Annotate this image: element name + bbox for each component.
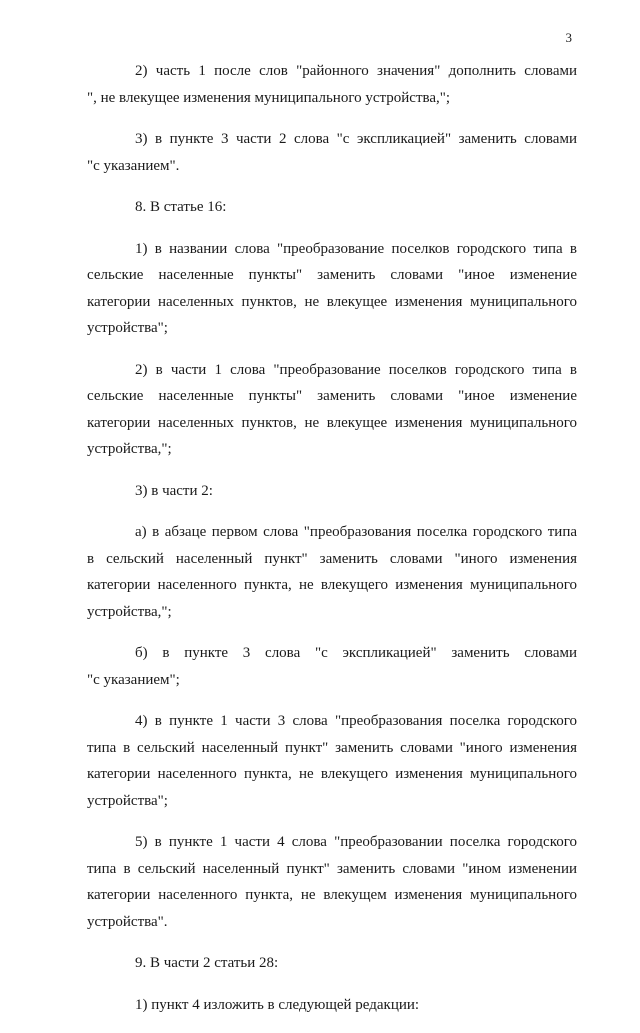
text-line: устройства,"; (87, 603, 172, 620)
paragraph-item-16-2 (87, 357, 577, 463)
text-line: 1) в названии слова "преобразование поселков городского типа в (135, 240, 577, 257)
text-line: 2) в части 1 слова "преобразование поселков городского типа в (135, 361, 577, 378)
text-line: категории населенных пунктов, не влекущее изменения муниципального (87, 293, 577, 310)
text-line: устройства"; (87, 792, 168, 809)
text-line: 3) в части 2: (135, 482, 213, 499)
text-line: категории населенного пункта, не влекущего изменения муниципального (87, 766, 577, 782)
text-line: 3) в пункте 3 части 2 слова "с экспликацией" заменить словами (135, 131, 577, 147)
paragraph-item-2 (87, 58, 577, 111)
text-line: 8. В статье 16: (135, 199, 227, 215)
text-line: типа в сельский населенный пункт" заменить словами "иного изменения (87, 739, 577, 756)
text-line: 9. В части 2 статьи 28: (135, 955, 279, 971)
paragraph-item-28-1 (87, 992, 577, 1019)
document-body (87, 58, 577, 1033)
paragraph-item-16-5 (87, 829, 577, 935)
page-number: 3 (565, 30, 572, 45)
paragraph-item-3 (87, 126, 577, 179)
paragraph-item-16-3 (87, 478, 577, 505)
text-line: ", не влекущее изменения муниципального устройства,"; (87, 89, 451, 106)
text-line: а) в абзаце первом слова "преобразования поселка городского типа (135, 524, 577, 540)
text-line: "с указанием". (87, 157, 180, 174)
text-line: устройства,"; (87, 441, 172, 457)
text-line: категории населенного пункта, не влекущего изменения муниципального (87, 577, 577, 593)
section-heading-8 (87, 194, 577, 221)
text-line: 5) в пункте 1 части 4 слова "преобразовании поселка городского (135, 834, 577, 850)
text-line: категории населенного пункта, не влекущем изменения муниципального (87, 887, 577, 903)
paragraph-item-16-1 (87, 236, 577, 342)
text-line: в сельский населенный пункт" заменить словами "иного изменения (87, 550, 577, 567)
text-line: устройства"; (87, 320, 168, 336)
text-line: устройства". (87, 913, 168, 930)
paragraph-item-16-3-a (87, 519, 577, 625)
text-line: типа в сельский населенный пункт" заменить словами "ином изменении (87, 860, 577, 877)
text-line: категории населенных пунктов, не влекущее изменения муниципального (87, 414, 577, 431)
text-line: "с указанием"; (87, 671, 180, 688)
text-line: б) в пункте 3 слова "с экспликацией" заменить словами (135, 645, 577, 661)
paragraph-item-16-4 (87, 708, 577, 814)
text-line: 4) в пункте 1 части 3 слова "преобразования поселка городского (135, 713, 577, 729)
text-line: сельские населенные пункты" заменить словами "иное изменение (87, 388, 577, 404)
section-heading-9 (87, 950, 577, 977)
text-line: 2) часть 1 после слов "районного значения" дополнить словами (135, 63, 577, 79)
text-line: сельские населенные пункты" заменить словами "иное изменение (87, 267, 577, 283)
text-line: 1) пункт 4 изложить в следующей редакции: (135, 996, 420, 1013)
paragraph-item-16-3-b (87, 640, 577, 693)
